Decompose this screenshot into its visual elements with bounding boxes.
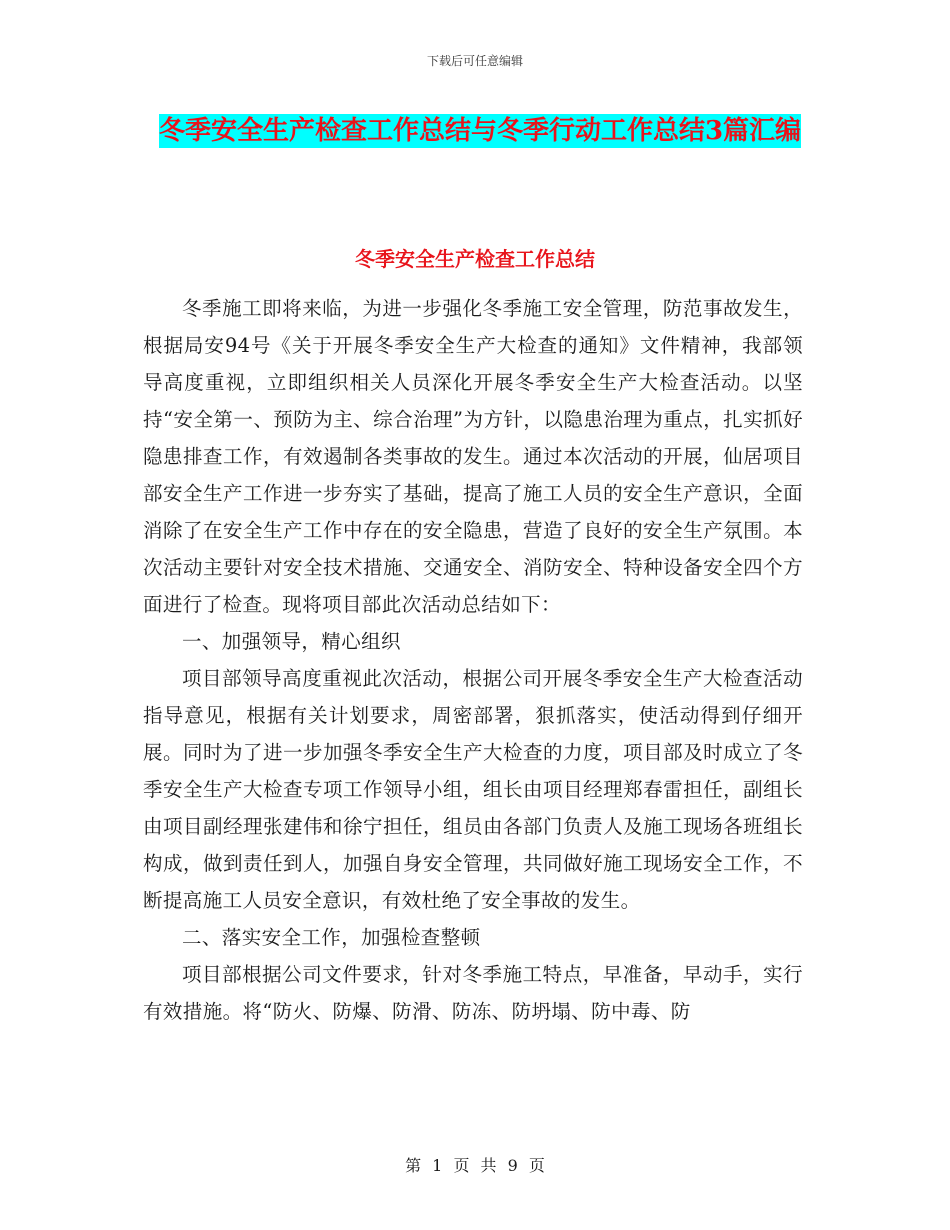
section-title: 冬季安全生产检查工作总结: [355, 247, 595, 271]
document-body: [143, 290, 803, 1030]
page-footer-page-number: 第 1 页 共 9 页: [405, 1156, 545, 1175]
heading-section-2: 二、落实安全工作，加强检查整顿: [182, 926, 481, 949]
paragraph-section-1: 项目部领导高度重视此次活动，根据公司开展冬季安全生产大检查活动指导意见，根据有关计划要求，周密部署，狠抓落实，使活动得到仔细开展。同时为了进一步加强冬季安全生产大检查的力度，项目部及时成立了冬季安全生产大检查专项工作领导小组，组长由项目经理郑春雷担任，副组长由项目副经理张建伟和徐宁担任，组员由各部门负责人及施工现场各班组长构成，做到责任到人，加强自身安全管理，共同做好施工现场安全工作，不断提高施工人员安全意识，有效杜绝了安全事故的发生。: [143, 667, 803, 912]
document-title: [140, 108, 820, 154]
heading-section-1: 一、加强领导，精心组织: [182, 630, 401, 653]
document-title-text: 冬季安全生产检查工作总结与冬季行动工作总结3篇汇编: [158, 116, 802, 146]
page-header-note: 下载后可任意编辑: [426, 54, 523, 68]
paragraph-intro: 冬季施工即将来临，为进一步强化冬季施工安全管理，防范事故发生，根据局安94号《关于开展冬季安全生产大检查的通知》文件精神，我部领导高度重视，立即组织相关人员深化开展冬季安全生产大检查活动。以坚持“安全第一、预防为主、综合治理”为方针，以隐患治理为重点，扎实抓好隐患排查工作，有效遏制各类事故的发生。通过本次活动的开展，仙居项目部安全生产工作进一步夯实了基础，提高了施工人员的安全生产意识，全面消除了在安全生产工作中存在的安全隐患，营造了良好的安全生产氛围。本次活动主要针对安全技术措施、交通安全、消防安全、特种设备安全四个方面进行了检查。现将项目部此次活动总结如下：: [143, 297, 803, 616]
paragraph-section-2: 项目部根据公司文件要求，针对冬季施工特点，早准备，早动手，实行有效措施。将“防火、防爆、防滑、防冻、防坍塌、防中毒、防: [143, 963, 803, 1023]
